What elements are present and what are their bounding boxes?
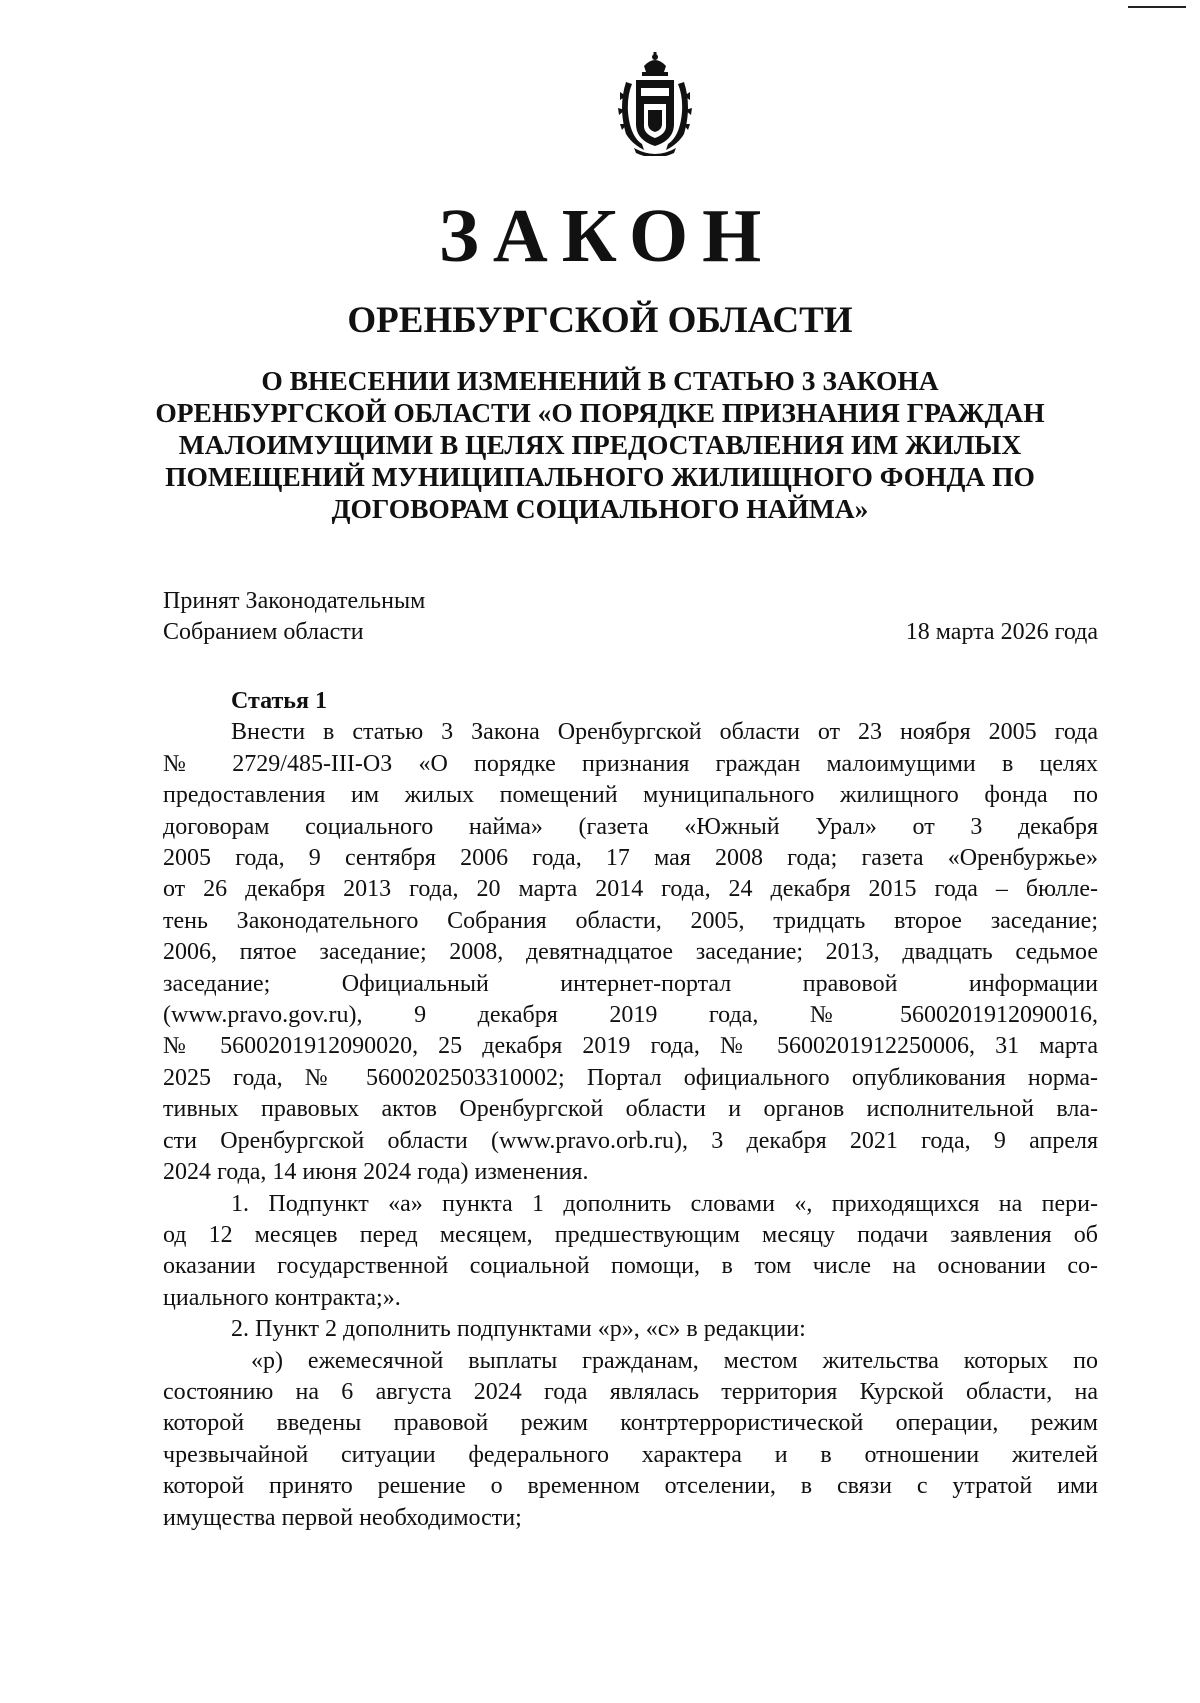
subtitle-line: ОРЕНБУРГСКОЙ ОБЛАСТИ «О ПОРЯДКЕ ПРИЗНАНИЯ ГРАЖДАН	[155, 397, 1045, 428]
coat-of-arms-icon	[614, 52, 696, 156]
paragraph-line: от 26 декабря 2013 года, 20 марта 2014 года, 24 декабря 2015 года – бюлле-	[163, 876, 1098, 903]
adoption-date: 18 марта 2026 года	[905, 619, 1098, 645]
item-2-r-line: имущества первой необходимости;	[163, 1504, 522, 1531]
paragraph-line: тень Законодательного Собрания области, 2005, тридцать второе заседание;	[163, 907, 1098, 934]
paragraph-line: 2024 года, 14 июня 2024 года) изменения.	[163, 1159, 589, 1186]
article-body	[163, 686, 1098, 1534]
paragraph-line: № 5600201912090020, 25 декабря 2019 года, № 5600201912250006, 31 марта	[163, 1033, 1098, 1060]
paragraph-line: (www.pravo.gov.ru), 9 декабря 2019 года, № 5600201912090016,	[163, 1002, 1098, 1029]
subtitle-line: О ВНЕСЕНИИ ИЗМЕНЕНИЙ В СТАТЬЮ 3 ЗАКОНА	[261, 365, 939, 396]
paragraph-line: 2006, пятое заседание; 2008, девятнадцатое заседание; 2013, двадцать седьмое	[163, 939, 1098, 966]
item-2-r-line: чрезвычайной ситуации федерального характера и в отношении жителей	[163, 1441, 1098, 1468]
item-1-line: циального контракта;».	[163, 1284, 401, 1311]
adoption-line: Принят Законодательным	[163, 588, 426, 614]
item-2-r-line: состоянию на 6 августа 2024 года являлась территория Курской области, на	[163, 1378, 1098, 1405]
paragraph-line: 2025 года, № 5600202503310002; Портал официального опубликования норма-	[163, 1064, 1098, 1091]
paragraph-line: тивных правовых актов Оренбургской области и органов исполнительной вла-	[163, 1096, 1098, 1123]
item-2-r-line: которой введены правовой режим контртеррористической операции, режим	[163, 1410, 1098, 1437]
adoption-body	[163, 586, 425, 648]
item-1-line: оказании государственной социальной помощи, в том числе на основании со-	[163, 1253, 1098, 1280]
item-2-intro: 2. Пункт 2 дополнить подпунктами «р», «с» в редакции:	[231, 1316, 806, 1343]
subtitle-line: МАЛОИМУЩИМИ В ЦЕЛЯХ ПРЕДОСТАВЛЕНИЯ ИМ ЖИЛЫХ	[178, 429, 1022, 460]
document-title: ЗАКОН	[438, 194, 776, 278]
item-1-line: од 12 месяцев перед месяцем, предшествующим месяцу подачи заявления об	[163, 1221, 1098, 1248]
subtitle-line: ПОМЕЩЕНИЙ МУНИЦИПАЛЬНОГО ЖИЛИЩНОГО ФОНДА ПО	[165, 461, 1035, 492]
item-2-r-line: «р) ежемесячной выплаты гражданам, местом жительства которых по	[251, 1347, 1098, 1374]
paragraph-line: договорам социального найма» (газета «Южный Урал» от 3 декабря	[163, 813, 1098, 840]
adoption-line: Собранием области	[163, 619, 364, 645]
item-2-r-line: которой принято решение о временном отселении, в связи с утратой ими	[163, 1473, 1098, 1500]
subtitle-line: ДОГОВОРАМ СОЦИАЛЬНОГО НАЙМА»	[331, 493, 869, 524]
paragraph-line: сти Оренбургской области (www.pravo.orb.ru), 3 декабря 2021 года, 9 апреля	[163, 1127, 1098, 1154]
paragraph-line: предоставления им жилых помещений муниципального жилищного фонда по	[163, 782, 1098, 809]
paragraph-line: заседание; Официальный интернет-портал правовой информации	[163, 970, 1098, 997]
paragraph-line: Внести в статью 3 Закона Оренбургской области от 23 ноября 2005 года	[231, 719, 1098, 746]
document-region: ОРЕНБУРГСКОЙ ОБЛАСТИ	[347, 300, 853, 341]
corner-mark	[1128, 6, 1186, 8]
document-subtitle	[150, 365, 1050, 525]
paragraph-line: 2005 года, 9 сентября 2006 года, 17 мая 2008 года; газета «Оренбуржье»	[163, 845, 1098, 872]
article-heading: Статья 1	[231, 688, 327, 714]
paragraph-line: № 2729/485-III-ОЗ «О порядке признания граждан малоимущими в целях	[163, 750, 1098, 777]
item-1-line: 1. Подпункт «а» пункта 1 дополнить словами «, приходящихся на пери-	[231, 1190, 1098, 1217]
